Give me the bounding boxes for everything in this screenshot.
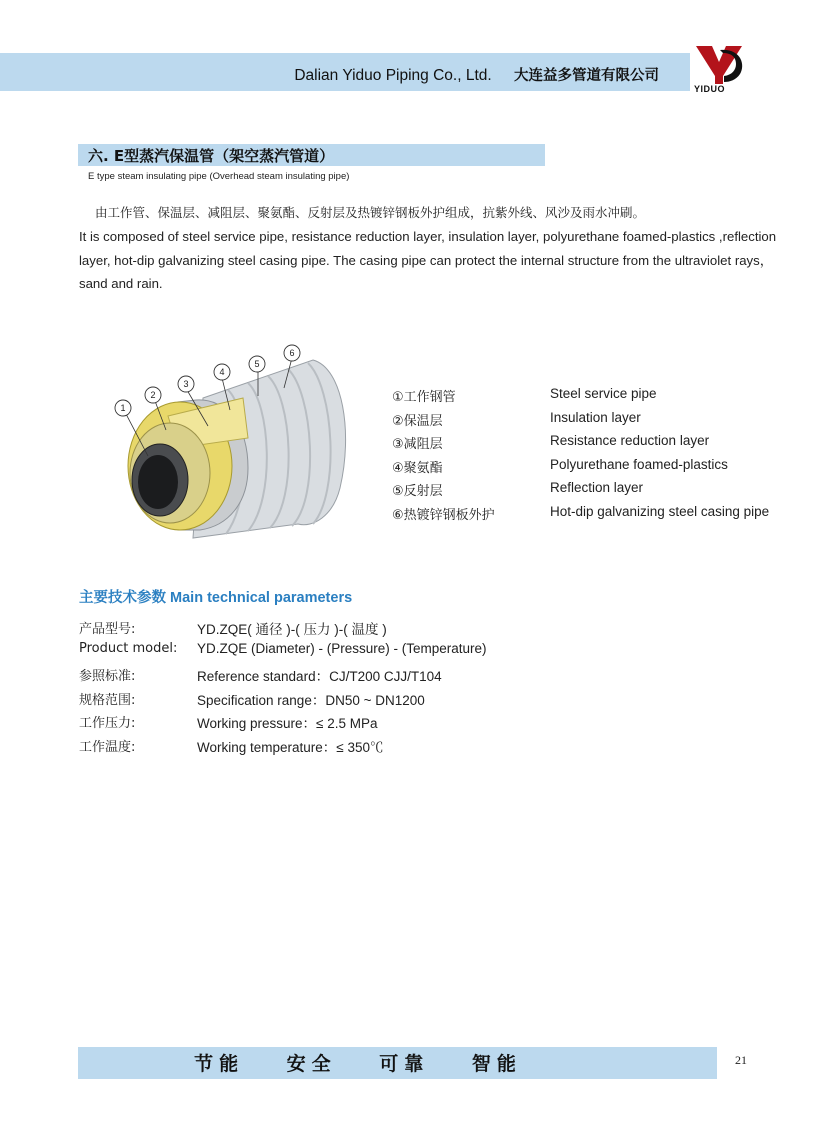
callout-4: 4	[219, 367, 225, 377]
legend-label-cn: ⑥热镀锌钢板外护	[392, 507, 495, 523]
footer-slogan: 节能 安全 可靠 智能	[194, 1053, 522, 1075]
param-value: Specification range：DN50 ~ DN1200	[197, 693, 425, 708]
legend-label-en: Resistance reduction layer	[550, 433, 710, 448]
callout-5: 5	[254, 359, 260, 369]
legend-label-cn: ①工作钢管	[392, 390, 456, 405]
param-key: 产品型号:	[79, 622, 136, 637]
callout-3: 3	[183, 379, 189, 389]
legend-label-en: Reflection layer	[550, 480, 644, 495]
param-value: Working pressure：≤ 2.5 MPa	[197, 716, 378, 731]
callout-6: 6	[289, 348, 295, 358]
param-key: 工作压力:	[79, 716, 136, 731]
param-key: 工作温度:	[79, 740, 136, 755]
company-name-en: Dalian Yiduo Piping Co., Ltd.	[294, 67, 492, 84]
param-key: Product model:	[79, 641, 178, 656]
legend-label-en: Hot-dip galvanizing steel casing pipe	[550, 503, 770, 519]
legend-label-cn: ⑤反射层	[392, 484, 443, 499]
logo-wordmark: YIDUO	[694, 84, 726, 94]
param-key: 参照标准:	[79, 669, 136, 684]
param-value: Working temperature：≤ 350℃	[197, 740, 384, 755]
page-number: 21	[735, 1053, 747, 1067]
pipe-cutaway-illustration	[108, 338, 358, 543]
callout-1: 1	[120, 403, 126, 413]
legend-label-cn: ②保温层	[392, 413, 443, 429]
legend-label-en: Steel service pipe	[550, 386, 657, 401]
legend-label-en: Insulation layer	[550, 409, 641, 425]
header-company	[294, 64, 659, 85]
section-subtitle: E type steam insulating pipe (Overhead steam insulating pipe)	[88, 171, 350, 182]
legend-label-en: Polyurethane foamed-plastics	[550, 456, 728, 472]
params-title: 主要技术参数 Main technical parameters	[79, 590, 353, 606]
param-value: Reference standard：CJ/T200 CJJ/T104	[197, 669, 442, 684]
company-name-cn: 大连益多管道有限公司	[514, 68, 659, 84]
callout-2: 2	[150, 390, 156, 400]
section-title: 六. E型蒸汽保温管（架空蒸汽管道）	[88, 147, 335, 165]
param-value: YD.ZQE( 通径 )-( 压力 )-( 温度 )	[197, 622, 387, 637]
intro-text-en: It is composed of steel service pipe, resistance reduction layer, insulation layer, polyurethane foamed-plastics ,reflection layer, hot-dip galvanizing steel casing pipe. The casing pipe can protect the internal structure from the ultraviolet rays，sand and rain.	[79, 229, 777, 291]
service-pipe-bore	[138, 455, 178, 509]
intro-text-cn: 由工作管、保温层、减阻层、聚氨酯、反射层及热镀锌钢板外护组成，抗紫外线、风沙及雨水冲刷。	[95, 205, 646, 220]
legend-label-cn: ④聚氨酯	[392, 460, 443, 476]
legend-label-cn: ③减阻层	[392, 437, 443, 452]
param-value: YD.ZQE (Diameter) - (Pressure) - (Temperature)	[197, 641, 487, 656]
param-key: 规格范围:	[79, 693, 136, 708]
